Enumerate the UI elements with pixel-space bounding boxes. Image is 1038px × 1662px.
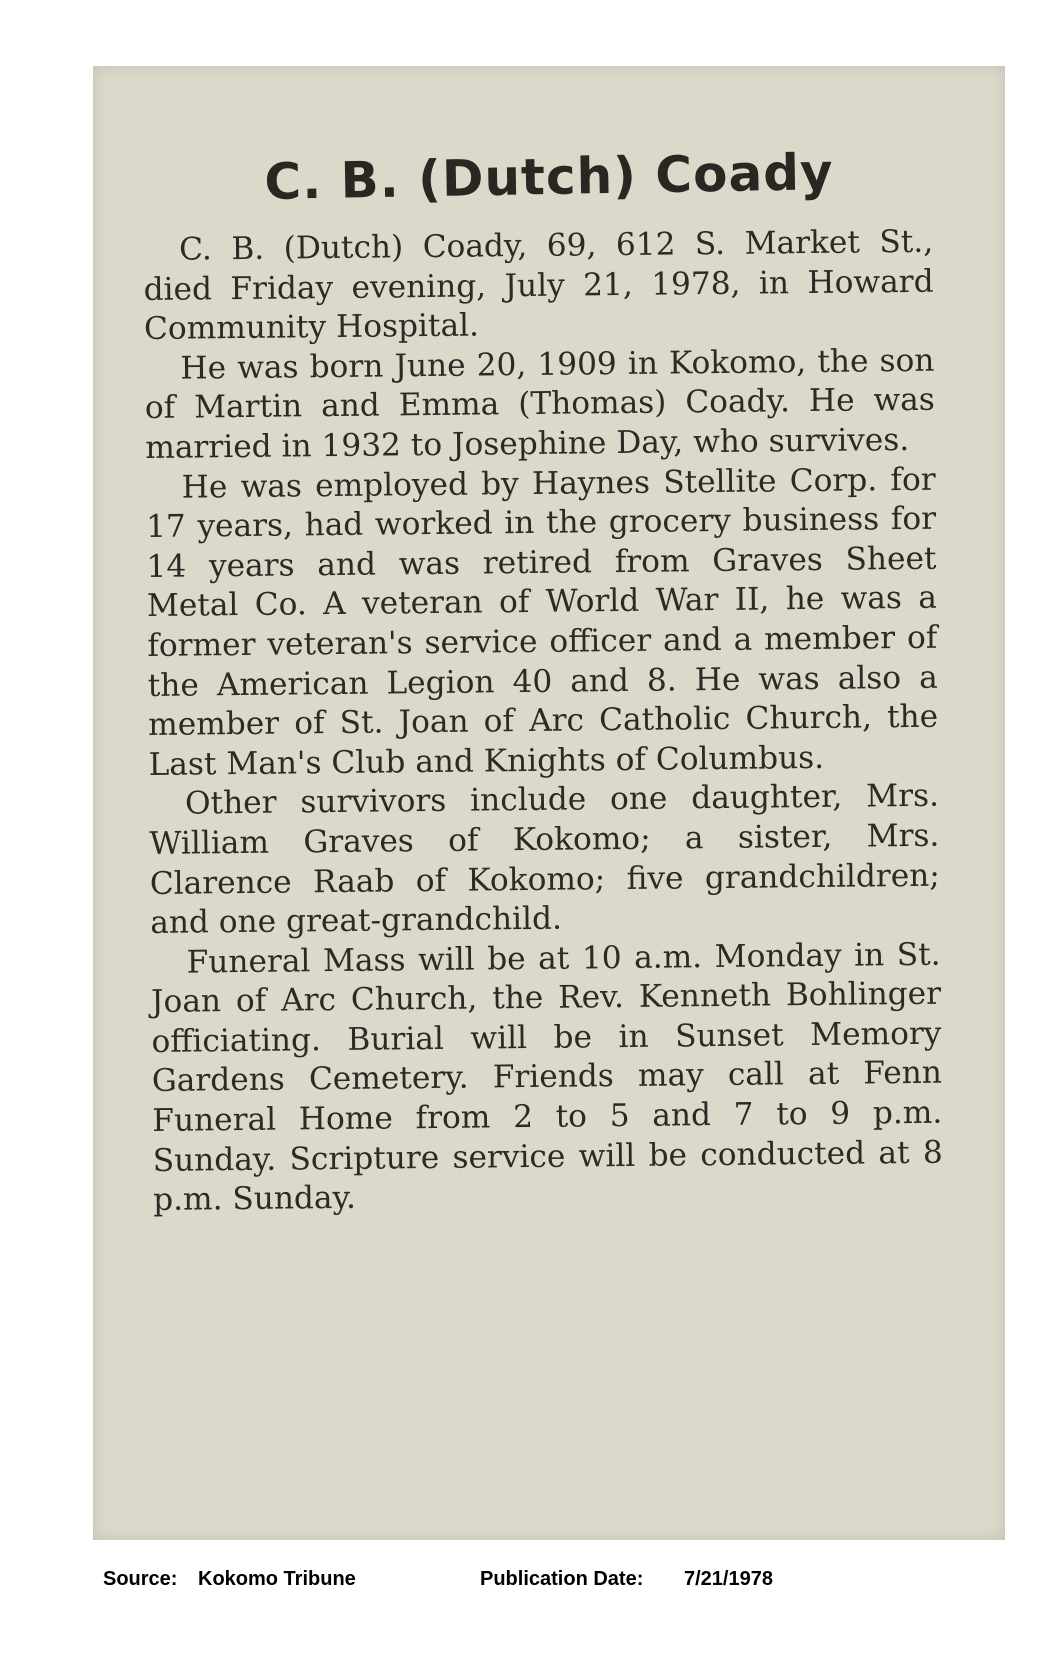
publication-date-label: Publication Date: [480,1568,644,1590]
obituary-paragraph: He was born June 20, 1909 in Kokomo, the son of Martin and Emma (Thomas) Coady. He was married in 1932 to Josephine Day, who survives. [144,342,936,466]
obituary-paragraph: Other survivors include one daughter, Mrs. William Graves of Kokomo; a sister, Mrs. Clarence Raab of Kokomo; five grandchildren; and one great-grandchild. [149,778,940,942]
obituary-body [143,223,943,1221]
obituary-paragraph: Funeral Mass will be at 10 a.m. Monday in St. Joan of Arc Church, the Rev. Kenneth Bohlinger officiating. Burial will be in Sunset Memory Gardens Cemetery. Friends may call at Fenn Funeral Home from 2 to 5 and 7 to 9 p.m. Sunday. Scripture service will be conducted at 8 p.m. Sunday. [150,936,943,1219]
obituary-paragraph: C. B. (Dutch) Coady, 69, 612 S. Market St., died Friday evening, July 21, 1978, in Howard Community Hospital. [143,223,934,348]
obituary-paragraph: He was employed by Haynes Stellite Corp. for 17 years, had worked in the grocery business for 14 years and was retired from Graves Sheet Metal Co. A veteran of World War II, he was a former veteran's service officer and a member of the American Legion 40 and 8. He was also a member of St. Joan of Arc Catholic Church, the Last Man's Club and Knights of Columbus. [145,461,939,783]
publication-date-value: 7/21/1978 [684,1568,773,1590]
obituary-headline: C. B. (Dutch) Coady [263,143,835,211]
source-value: Kokomo Tribune [198,1568,356,1590]
source-label: Source: [103,1568,178,1590]
newspaper-clipping [93,66,1005,1540]
